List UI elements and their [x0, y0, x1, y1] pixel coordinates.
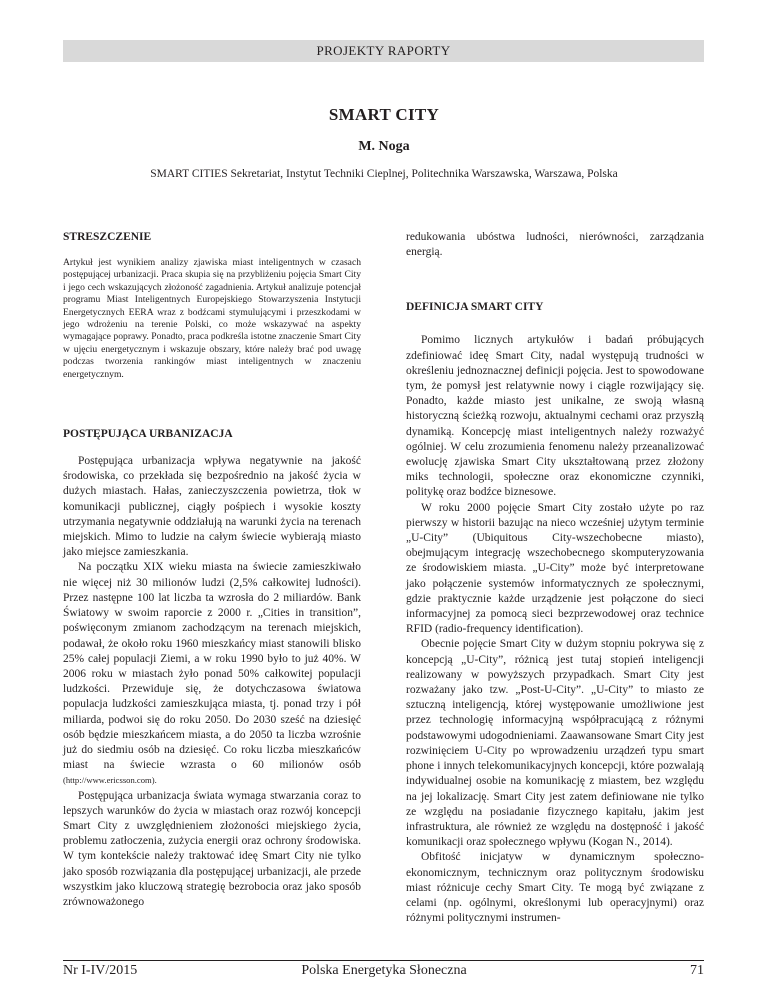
footer-journal-name: Polska Energetyka Słoneczna	[301, 963, 467, 978]
urbanization-paragraph-2	[63, 560, 361, 788]
footer-divider	[63, 960, 704, 961]
definition-heading: DEFINICJA SMART CITY	[406, 301, 544, 314]
urbanization-paragraph-3: Postępująca urbanizacja świata wymaga stwarzania coraz to lepszych warunków do życia w miastach oraz rozwój koncepcji Smart City z uwzględnieniem złożoności miejskiego życia, problemu zatłoczenia, zużycia energii oraz ochrony środowiska. W tym kontekście należy traktować ideę Smart City nie tylko jako sposób rozwiązania dla postępującej urbanizacji, ale przede wszystkim jako kluczową strategię bezrobocia oraz jako sposób zrównoważonego	[63, 789, 361, 908]
continued-text: redukowania ubóstwa ludności, nierówności, zarządzania energią.	[406, 231, 704, 259]
source-citation: (http://www.ericsson.com).	[63, 775, 157, 786]
definition-paragraph-1: Pomimo licznych artykułów i badań próbujących zdefiniować ideę Smart City, nadal występują trudności w określeniu jednoznacznej definicji pojęcia. Jest to spowodowane tym, że pomysł jest relatywnie nowy i ciągle rozwijający się. Ponadto, każde miasto jest unikalne, ze swoją własną historyczną ścieżką rozwoju, aktualnymi cechami oraz przyszłą dynamiką. Koncepcję miast inteligentnych należy rozważyć ogólniej. W celu zrozumienia fenomenu należy przeanalizować ewolucję zjawiska Smart City ukształtowaną przez złożony miks technologii, społeczne oraz ekonomiczne czynniki, politykę oraz bodźce biznesowe.	[406, 334, 704, 499]
urbanization-paragraph-2-text: Na początku XIX wieku miasta na świecie zamieszkiwało nie więcej niż 30 milionów ludzi (2,5% całkowitej ludności). Przez następne 100 lat liczba ta wzrosła do 2 miliardów. Bank Światowy w swoim raporcie z 2000 r. „Cities in transition”, poświęconym zmianom zachodzącym na terenach miejskich, podawał, że około roku 1960 mieszkańcy miast stanowili blisko 25% całej populacji Ziemi, a w roku 1990 było to już 40%. W 2006 roku w miastach żyło ponad 50% całkowitej populacji ludzkości. Przewiduje się, że dotychczasowa światowa populacja ludzkości zamieszkująca miasta, tj. ponad trzy i pół miliarda, podwoi się do roku 2050. Do 2030 sześć na dziesięć osób będzie mieszkańcem miasta, a do 2050 ta liczba wzrośnie już do siedmiu osób na dziesięć. Co roku liczba mieszkańców miast na świecie wzrasta o 60 milionów osób	[63, 561, 361, 772]
left-column	[63, 230, 361, 910]
journal-section-header	[63, 40, 704, 62]
footer-issue: Nr I-IV/2015	[63, 963, 138, 978]
definition-paragraph-3: Obecnie pojęcie Smart City w dużym stopniu pokrywa się z koncepcją „U-City”, różnicą jest tutaj stopień inteligencji realizowany w powyższych przypadkach. Smart City jest rozważany jako tzw. „Post-U-City”. „U-City” to miasto ze sztuczną inteligencją, której występowanie umożliwione jest przez technologię informacyjną współpracującą z różnymi podstawowymi udogodnieniami. Zaawansowane Smart City jest rozwinięciem U-City po wprowadzeniu urządzeń typu smart phone i innych telekomunikacyjnych koncepcji, które pozwalają indywidualnej osobie na komunikację z miastem, bez względu na jej lokalizację. Smart City jest zatem definiowane nie tylko ze względu na posiadanie fizycznego kapitału, jakim jest infrastruktura, ale również ze względu na dostępność i jakość komunikacji oraz społecznego wpływu (Kogan N., 2014).	[406, 638, 704, 849]
abstract-text: Artykuł jest wynikiem analizy zjawiska miast inteligentnych w czasach postępującej urbanizacji. Praca skupia się na przybliżeniu pojęcia Smart City i jego cech wskazujących złożoność zagadnienia. Artykuł analizuje potencjał programu Miast Inteligentnych Europejskiego Stowarzyszenia Instytucji Energetycznych EERA wraz z bodźcami stymulującymi i przeszkodami w jego wdrożeniu na terenie Polski, co może wskazywać na aspekty wymagające poprawy. Ponadto, praca podkreśla istotne znaczenie Smart City w ujęciu energetycznym i wskazuje obszary, które należy brać pod uwagę podczas tworzenia rankingów miast inteligentnych w znaczeniu energetycznym.	[63, 257, 361, 380]
article-title: SMART CITY	[328, 105, 440, 124]
urbanization-paragraph-1: Postępująca urbanizacja wpływa negatywnie na jakość środowiska, co przekłada się bezpośrednio na jakość życia w dużych miastach. Hałas, zanieczyszczenia powietrza, tłok w komunikacji publicznej, ciągły pośpiech i wysokie koszty utrzymania negatywnie oddziałują na warunki życia na terenach miejskich. Mimo to ludzie na całym świecie wybierają miasto jako miejsce zamieszkania.	[63, 455, 361, 559]
definition-paragraph-4: Obfitość inicjatyw w dynamicznym społeczno-ekonomicznym, technicznym oraz politycznym środowisku miast różnicuje cechy Smart City. Te mogą być związane z celami (np. ogólnymi, określonymi lub operacyjnymi) oraz różnymi politycznymi instrumen-	[406, 851, 704, 925]
author-affiliation: SMART CITIES Sekretariat, Instytut Techniki Cieplnej, Politechnika Warszawska, Warszawa, Polska	[150, 168, 618, 180]
section-label: PROJEKTY RAPORTY	[316, 43, 451, 58]
abstract-heading: STRESZCZENIE	[63, 231, 152, 243]
right-column	[406, 230, 704, 926]
page-number: 71	[690, 963, 704, 978]
definition-paragraph-2: W roku 2000 pojęcie Smart City zostało użyte po raz pierwszy w historii bazując na nieco wcześniej użytym terminie „U-City” (Ubiquitous City-wszechobecne miasto), obejmującym integrację wszechobecnego skomputeryzowania ze środowiskiem miasta. „U-City” może być interpretowane jako połączenie systemów informatycznych ze społecznymi, gdzie praktycznie każde urządzenie jest połączone do sieci informacyjnej za pomocą sieci bezprzewodowej oraz technice RFID (radio-frequency identification).	[406, 501, 704, 636]
article-author: M. Noga	[358, 139, 410, 154]
urbanization-heading: POSTĘPUJĄCA URBANIZACJA	[63, 428, 233, 441]
